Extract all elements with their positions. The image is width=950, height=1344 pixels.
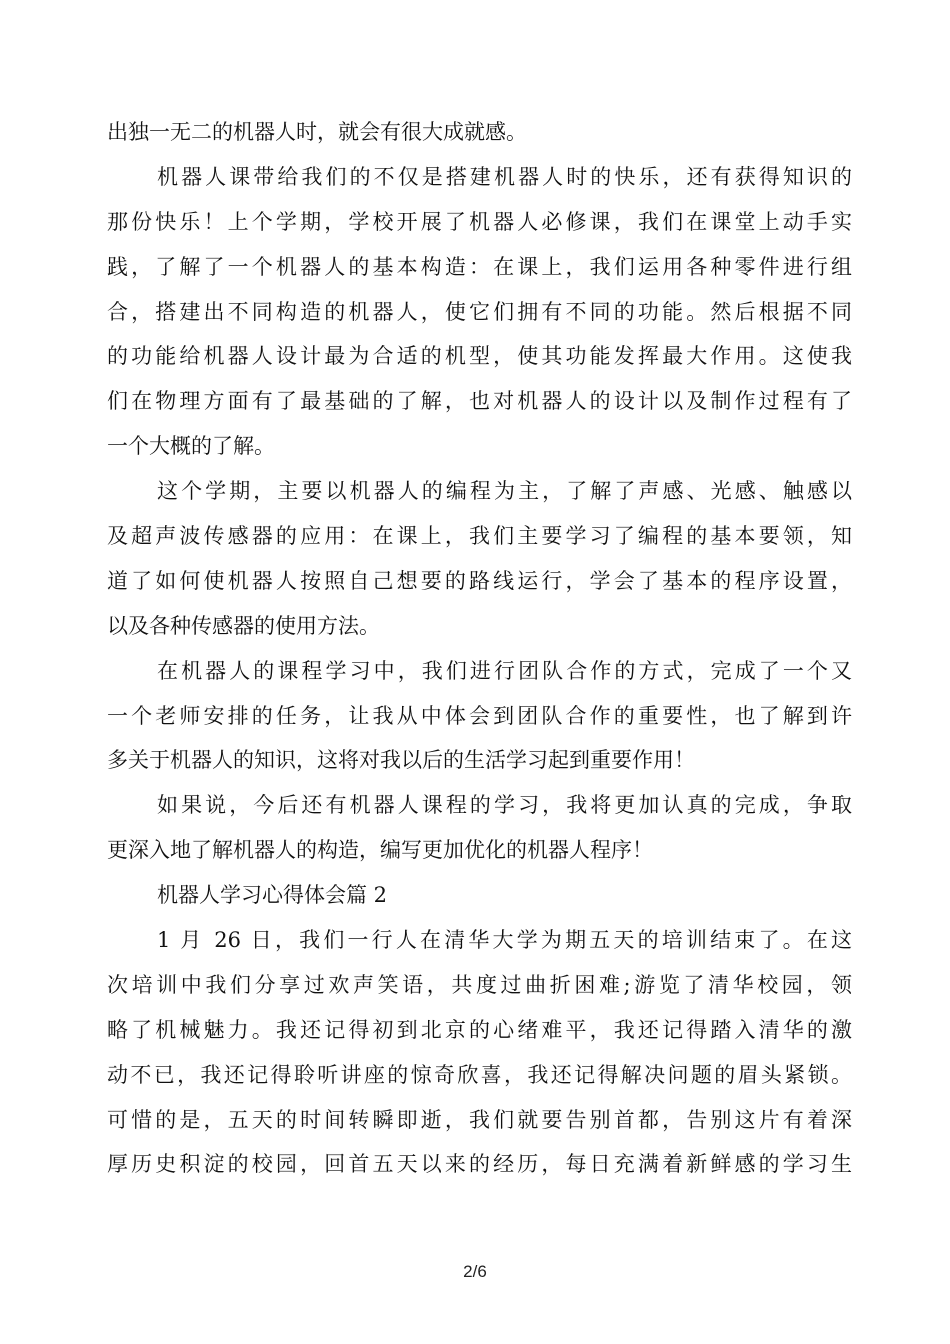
text-line: 在机器人的课程学习中，我们进行团队合作的方式，完成了一个又 <box>157 658 852 683</box>
text-line: 们在物理方面有了最基础的了解，也对机器人的设计以及制作过程有了 <box>107 389 852 414</box>
text-line: 一个老师安排的任务，让我从中体会到团队合作的重要性，也了解到许 <box>107 703 852 728</box>
text-line: 更深入地了解机器人的构造，编写更加优化的机器人程序！ <box>107 838 653 863</box>
page-number: 2/6 <box>463 1262 487 1281</box>
text-line: 这个学期，主要以机器人的编程为主，了解了声感、光感、触感以 <box>157 479 852 504</box>
text-line: 的功能给机器人设计最为合适的机型，使其功能发挥最大作用。这使我 <box>107 344 852 369</box>
text-line: 机器人课带给我们的不仅是搭建机器人时的快乐，还有获得知识的 <box>157 164 852 189</box>
text-line: 出独一无二的机器人时，就会有很大成就感。 <box>107 120 527 144</box>
text-line: 1 月 26 日，我们一行人在清华大学为期五天的培训结束了。在这 <box>157 928 852 953</box>
text-line: 动不已，我还记得聆听讲座的惊奇欣喜，我还记得解决问题的眉头紧锁。 <box>107 1062 852 1087</box>
text-line: 及超声波传感器的应用：在课上，我们主要学习了编程的基本要领，知 <box>107 524 852 549</box>
text-line: 厚历史积淀的校园，回首五天以来的经历，每日充满着新鲜感的学习生 <box>107 1152 852 1177</box>
text-line: 机器人学习心得体会篇 2 <box>157 883 388 908</box>
text-line: 多关于机器人的知识，这将对我以后的生活学习起到重要作用！ <box>107 748 695 773</box>
text-line: 次培训中我们分享过欢声笑语，共度过曲折困难;游览了清华校园，领 <box>107 972 852 997</box>
text-line: 略了机械魅力。我还记得初到北京的心绪难平，我还记得踏入清华的激 <box>107 1017 852 1042</box>
text-line: 道了如何使机器人按照自己想要的路线运行，学会了基本的程序设置， <box>107 568 852 593</box>
text-line: 合，搭建出不同构造的机器人，使它们拥有不同的功能。然后根据不同 <box>107 299 852 324</box>
text-line: 践，了解了一个机器人的基本构造：在课上，我们运用各种零件进行组 <box>107 254 852 279</box>
document-body <box>107 110 852 1187</box>
text-line: 一个大概的了解。 <box>107 434 275 459</box>
text-line: 以及各种传感器的使用方法。 <box>107 613 380 638</box>
text-line: 可惜的是，五天的时间转瞬即逝，我们就要告别首都，告别这片有着深 <box>107 1107 852 1132</box>
text-line: 那份快乐！上个学期，学校开展了机器人必修课，我们在课堂上动手实 <box>107 209 852 234</box>
text-line: 如果说，今后还有机器人课程的学习，我将更加认真的完成，争取 <box>157 793 852 818</box>
